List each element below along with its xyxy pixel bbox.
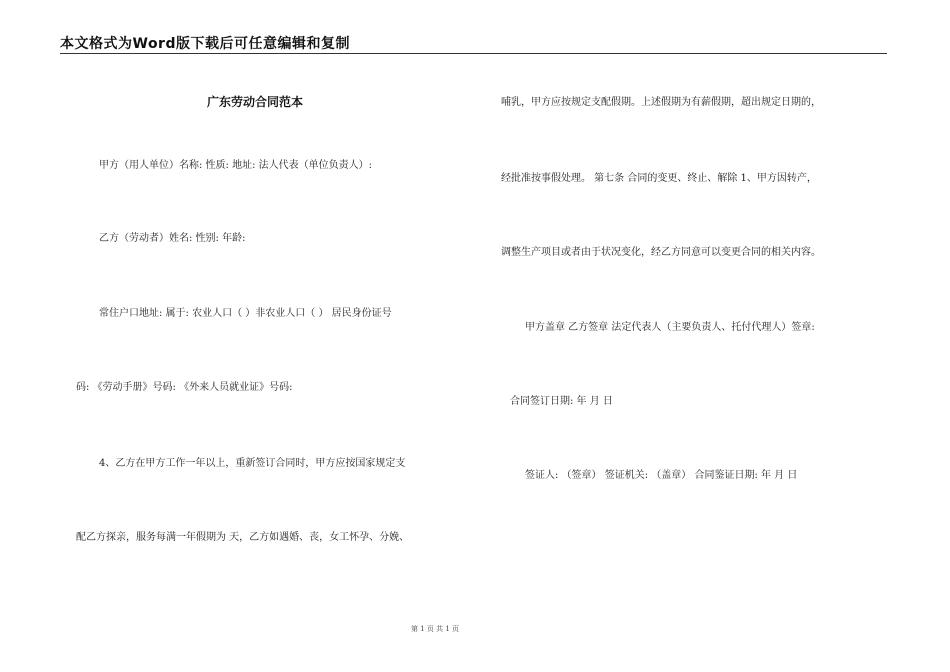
id-number-line: 码: 《劳动手册》号码: 《外来人员就业证》号码:	[76, 382, 293, 393]
party-a-info-line: 甲方（用人单位）名称: 性质: 地址: 法人代表（单位负责人）:	[99, 160, 373, 171]
contract-change-line: 调整生产项目或者由于状况变化，经乙方同意可以变更合同的相关内容。	[501, 247, 821, 258]
document-title: 广东劳动合同范本	[207, 95, 304, 109]
signature-line: 甲方盖章 乙方签章 法定代表人（主要负责人、托付代理人）签章:	[525, 322, 815, 333]
leave-continued-line: 哺乳，甲方应按规定支配假期。上述假期为有薪假期，超出规定日期的，	[501, 97, 821, 108]
article-7-line: 经批准按事假处理。 第七条 合同的变更、终止、解除 1、甲方因转产，	[501, 173, 817, 184]
clause-4-line: 4、乙方在甲方工作一年以上，重新签订合同时，甲方应按国家规定支	[99, 458, 406, 469]
attestation-line: 签证人: （签章） 签证机关: （盖章） 合同鉴证日期: 年 月 日	[525, 470, 798, 481]
party-b-info-line: 乙方（劳动者）姓名: 性别: 年龄:	[99, 233, 246, 244]
download-banner: 本文格式为Word版下载后可任意编辑和复制	[60, 36, 350, 52]
residence-info-line: 常住户口地址: 属于: 农业人口（ ）非农业人口（ ） 居民身份证号	[99, 308, 392, 319]
page-indicator: 第 1 页 共 1 页	[411, 625, 460, 633]
signing-date-line: 合同签订日期: 年 月 日	[510, 396, 613, 407]
header-divider	[60, 53, 887, 54]
leave-clause-line: 配乙方探亲，服务每满一年假期为 天，乙方如遇婚、丧，女工怀孕、分娩、	[76, 532, 410, 543]
